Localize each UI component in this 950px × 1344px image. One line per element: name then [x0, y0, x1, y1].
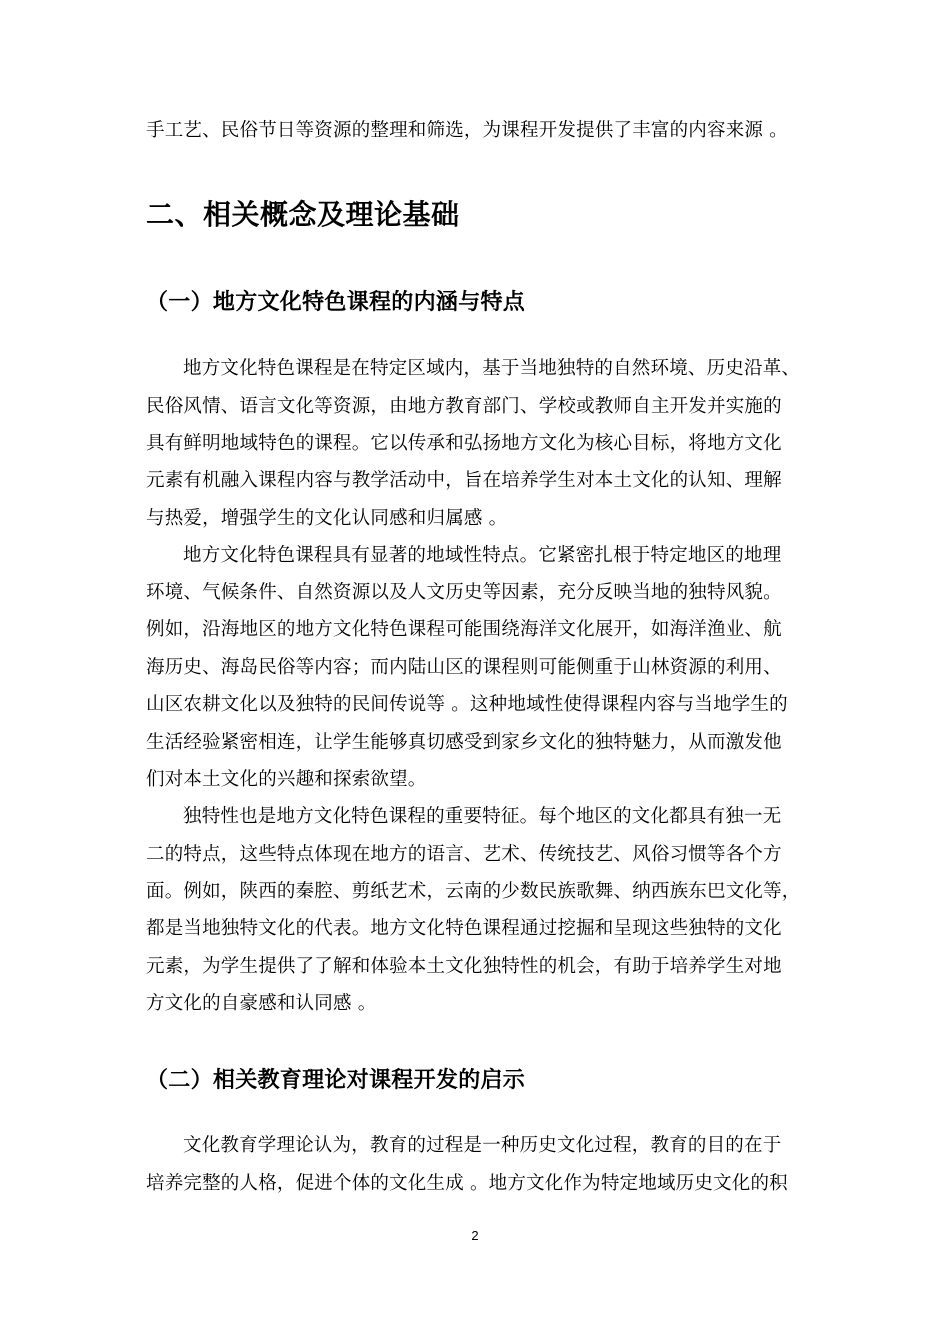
paragraph-line: 独特性也是地方文化特色课程的重要特征。每个地区的文化都具有独一无	[183, 806, 782, 827]
paragraph-line: 文化教育学理论认为，教育的过程是一种历史文化过程，教育的目的在于	[183, 1135, 782, 1156]
paragraph-line: 山区农耕文化以及独特的民间传说等 。这种地域性使得课程内容与当地学生的	[146, 694, 788, 715]
paragraph-line: 培养完整的人格，促进个体的文化生成 。地方文化作为特定地域历史文化的积	[146, 1173, 788, 1194]
paragraph-line: 地方文化特色课程是在特定区域内，基于当地独特的自然环境、历史沿革、	[183, 358, 801, 379]
paragraph-line: 元素，为学生提供了了解和体验本土文化独特性的机会，有助于培养学生对地	[146, 956, 782, 977]
paragraph-line: 与热爱，增强学生的文化认同感和归属感 。	[146, 508, 508, 529]
paragraph-line: 生活经验紧密相连，让学生能够真切感受到家乡文化的独特魅力，从而激发他	[146, 732, 782, 753]
paragraph-line: 都是当地独特文化的代表。地方文化特色课程通过挖掘和呈现这些独特的文化	[146, 918, 782, 939]
paragraph-line: 们对本土文化的兴趣和探索欲望。	[146, 769, 427, 790]
paragraph-line: 元素有机融入课程内容与教学活动中，旨在培养学生对本土文化的认知、理解	[146, 470, 782, 491]
paragraph-line: 民俗风情、语言文化等资源，由地方教育部门、学校或教师自主开发并实施的	[146, 396, 782, 417]
subsection-heading-1: （一）地方文化特色课程的内涵与特点	[146, 290, 526, 315]
section-heading: 二、相关概念及理论基础	[146, 198, 460, 231]
subsection-heading-2: （二）相关教育理论对课程开发的启示	[146, 1068, 526, 1093]
page-number: 2	[471, 1228, 479, 1243]
paragraph-line: 方文化的自豪感和认同感 。	[146, 993, 377, 1014]
paragraph-line: 海历史、海岛民俗等内容；而内陆山区的课程则可能侧重于山林资源的利用、	[146, 657, 782, 678]
paragraph-line: 例如，沿海地区的地方文化特色课程可能围绕海洋文化展开，如海洋渔业、航	[146, 619, 782, 640]
paragraph-line: 二的特点，这些特点体现在地方的语言、艺术、传统技艺、风俗习惯等各个方	[146, 844, 782, 865]
paragraph-line: 环境、气候条件、自然资源以及人文历史等因素，充分反映当地的独特风貌。	[146, 582, 782, 603]
paragraph-line: 面。例如，陕西的秦腔、剪纸艺术，云南的少数民族歌舞、纳西族东巴文化等，	[146, 881, 801, 902]
paragraph-line: 具有鲜明地域特色的课程。它以传承和弘扬地方文化为核心目标，将地方文化	[146, 433, 782, 454]
continued-paragraph-line: 手工艺、民俗节日等资源的整理和筛选，为课程开发提供了丰富的内容来源 。	[146, 120, 788, 141]
paragraph-line: 地方文化特色课程具有显著的地域性特点。它紧密扎根于特定地区的地理	[183, 545, 782, 566]
